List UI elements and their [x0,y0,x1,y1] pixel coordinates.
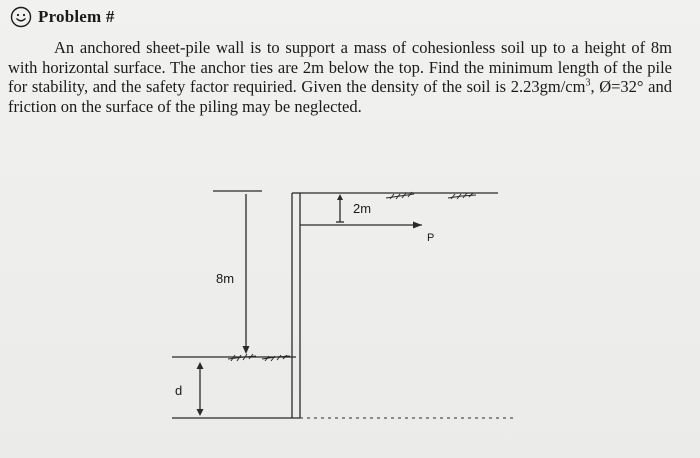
anchor-arrowhead [413,222,422,229]
problem-text-superscript: 3 [585,77,591,89]
soil-hatch-symbols [228,192,476,361]
label-p: P [427,232,435,244]
dimension-2m-top-arrowhead [337,194,343,200]
label-8m: 8m [216,271,235,286]
dimension-8m-arrowhead [243,346,250,354]
soil-hatch-top-2 [448,193,476,199]
label-d: d [175,383,183,398]
problem-text-part2: , Ø=32° and friction on the surface of the piling may be neglected. [8,77,672,116]
problem-text-part1: An anchored sheet-pile wall is to support a mass of cohesionless soil up to a height of 8m with horizontal surface. The anchor ties are 2m below the top. Find the minimum length of the pile for stability, and the safety factor requiried. Given the density of the soil is 2.23gm/cm [8,38,672,97]
label-2m: 2m [353,201,372,216]
dimension-d-top-arrowhead [197,362,204,369]
soil-hatch-dredge-2 [262,355,290,361]
problem-title: Problem # [38,7,115,26]
dimension-d-bottom-arrowhead [197,409,204,416]
arrowheads [197,194,423,416]
